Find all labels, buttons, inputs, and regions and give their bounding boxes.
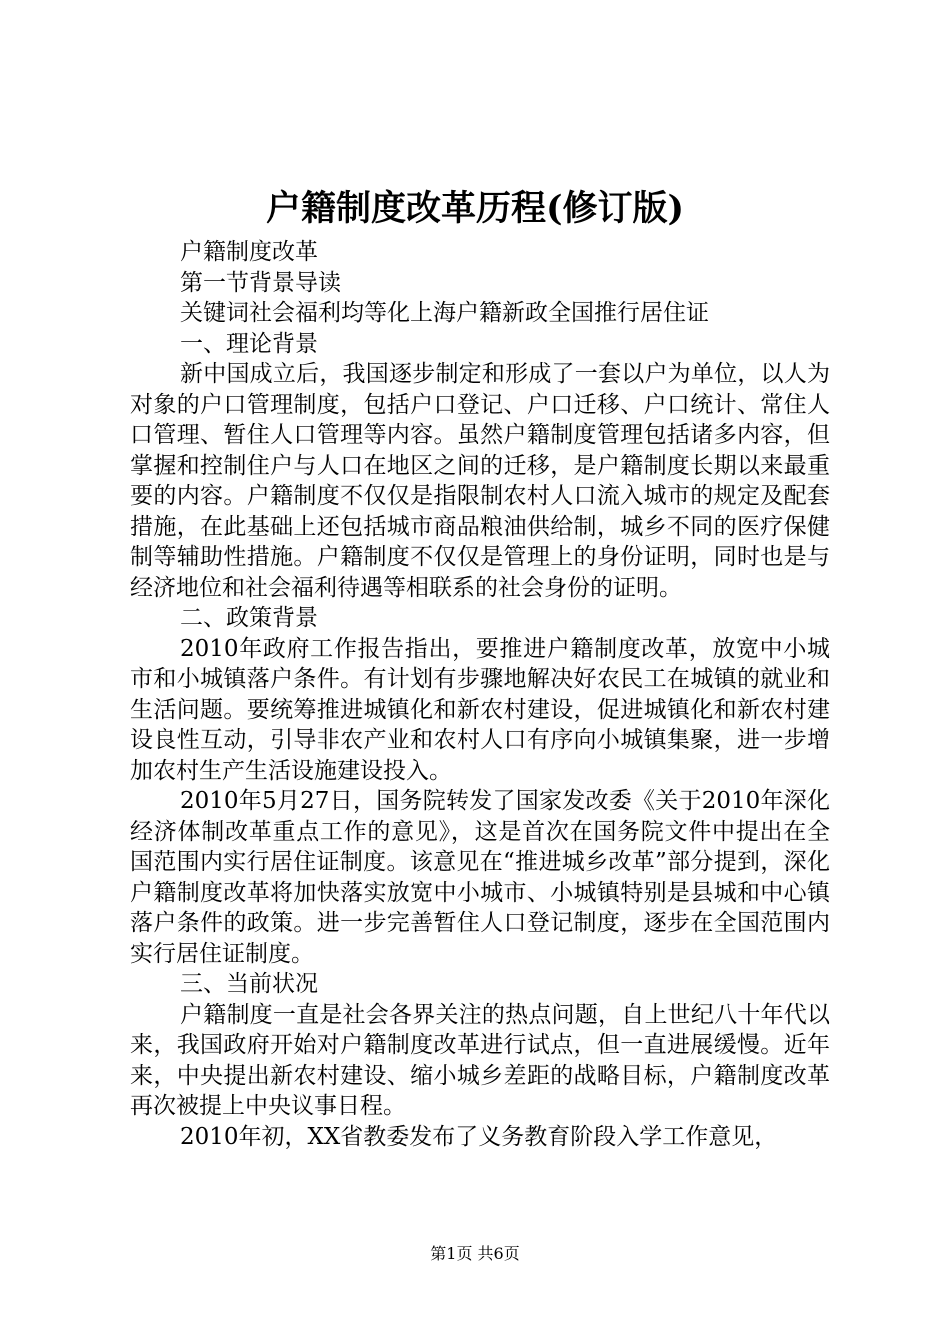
heading-current-status: 三、当前状况 <box>180 971 318 997</box>
paragraph-theory: 新中国成立后，我国逐步制定和形成了一套以户为单位，以人为对象的户口管理制度，包括户口登记、户口迁移、户口统计、常住人口管理、暂住人口管理等内容。虽然户籍制度管理包括诸多内容，但掌握和控制住户与人口在地区之间的迁移，是户籍制度长期以来最重要的内容。户籍制度不仅仅是指限制农村人口流入城市的规定及配套措施，在此基础上还包括城市商品粮油供给制，城乡不同的医疗保健制等辅助性措施。户籍制度不仅仅是管理上的身份证明，同时也是与经济地位和社会福利待遇等相联系的社会身份的证明。 <box>130 361 830 601</box>
paragraph-policy-report: 2010年政府工作报告指出，要推进户籍制度改革，放宽中小城市和小城镇落户条件。有计划有步骤地解决好农民工在城镇的就业和生活问题。要统筹推进城镇化和新农村建设，促进城镇化和新农村建设良性互动，引导非农产业和农村人口有序向小城镇集聚，进一步增加农村生产生活设施建设投入。 <box>130 635 830 784</box>
page-number-footer: 第1页 共6页 <box>430 1244 520 1263</box>
paragraph-policy-state-council: 2010年5月27日，国务院转发了国家发改委《关于2010年深化经济体制改革重点工作的意见》，这是首次在国务院文件中提出在全国范围内实行居住证制度。该意见在“推进城乡改革”部分提到，深化户籍制度改革将加快落实放宽中小城市、小城镇特别是县城和中心镇落户条件的政策。进一步完善暂住人口登记制度，逐步在全国范围内实行居住证制度。 <box>130 788 830 967</box>
paragraph-keywords: 关键词社会福利均等化上海户籍新政全国推行居住证 <box>180 300 709 326</box>
paragraph-education-notice: 2010年初，XX省教委发布了义务教育阶段入学工作意见， <box>180 1123 778 1150</box>
paragraph-section-title: 第一节背景导读 <box>180 269 341 296</box>
heading-policy-background: 二、政策背景 <box>180 605 318 631</box>
document-title: 户籍制度改革历程(修订版) <box>265 188 685 229</box>
paragraph-heading-reform: 户籍制度改革 <box>180 239 318 265</box>
paragraph-current-status: 户籍制度一直是社会各界关注的热点问题，自上世纪八十年代以来，我国政府开始对户籍制度改革进行试点，但一直进展缓慢。近年来，中央提出新农村建设、缩小城乡差距的战略目标，户籍制度改革再次被提上中央议事日程。 <box>130 1001 830 1119</box>
document-body <box>130 237 830 1152</box>
heading-theory-background: 一、理论背景 <box>180 330 318 357</box>
